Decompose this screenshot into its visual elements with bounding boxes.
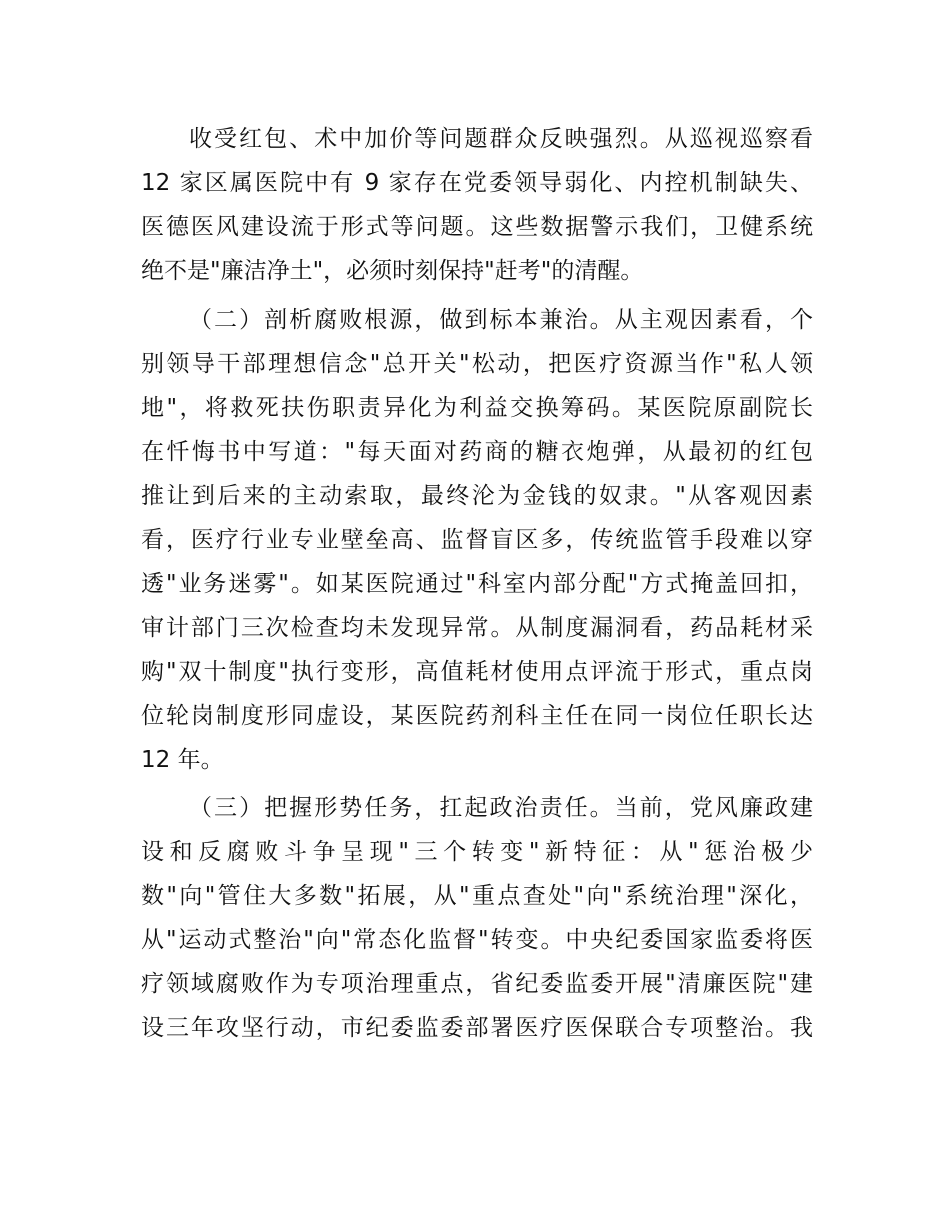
text-line: 设和反腐败斗争呈现"三个转变"新特征：从"惩治极少 xyxy=(141,839,813,865)
text-line: 设三年攻坚行动，市纪委监委部署医疗医保联合专项整治。我 xyxy=(141,1015,813,1041)
text-line: 数"向"管住大多数"拓展，从"重点查处"向"系统治理"深化， xyxy=(141,883,813,909)
text-line: 在忏悔书中写道："每天面对药商的糖衣炮弹，从最初的红包 xyxy=(141,439,813,465)
text-line: 收受红包、术中加价等问题群众反映强烈。从巡视巡察看 xyxy=(189,126,813,152)
paragraph-section-2 xyxy=(141,298,813,782)
text-line: 疗领域腐败作为专项治理重点，省纪委监委开展"清廉医院"建 xyxy=(141,971,813,997)
text-line: 看，医疗行业专业壁垒高、监督盲区多，传统监管手段难以穿 xyxy=(141,527,813,553)
text-line: 从"运动式整治"向"常态化监督"转变。中央纪委国家监委将医 xyxy=(141,927,813,953)
text-line: 位轮岗制度形同虚设，某医院药剂科主任在同一岗位任职长达 xyxy=(141,703,813,729)
text-line: 医德医风建设流于形式等问题。这些数据警示我们，卫健系统 xyxy=(141,214,813,240)
text-line: 地"，将救死扶伤职责异化为利益交换筹码。某医院原副院长 xyxy=(141,395,813,421)
text-line: 12 家区属医院中有 9 家存在党委领导弱化、内控机制缺失、 xyxy=(141,170,813,196)
paragraph-section-3 xyxy=(141,786,813,1050)
text-line: 12 年。 xyxy=(141,747,224,773)
text-line: 购"双十制度"执行变形，高值耗材使用点评流于形式，重点岗 xyxy=(141,659,813,685)
paragraph-continuation xyxy=(141,117,813,293)
text-line: （二）剖析腐败根源，做到标本兼治。从主观因素看，个 xyxy=(189,307,813,333)
text-line: （三）把握形势任务，扛起政治责任。当前，党风廉政建 xyxy=(189,795,813,821)
text-line: 推让到后来的主动索取，最终沦为金钱的奴隶。"从客观因素 xyxy=(141,483,813,509)
text-line: 别领导干部理想信念"总开关"松动，把医疗资源当作"私人领 xyxy=(141,351,813,377)
text-line: 审计部门三次检查均未发现异常。从制度漏洞看，药品耗材采 xyxy=(141,615,813,641)
text-line: 透"业务迷雾"。如某医院通过"科室内部分配"方式掩盖回扣， xyxy=(141,571,813,597)
text-line: 绝不是"廉洁净土"，必须时刻保持"赶考"的清醒。 xyxy=(141,258,644,284)
